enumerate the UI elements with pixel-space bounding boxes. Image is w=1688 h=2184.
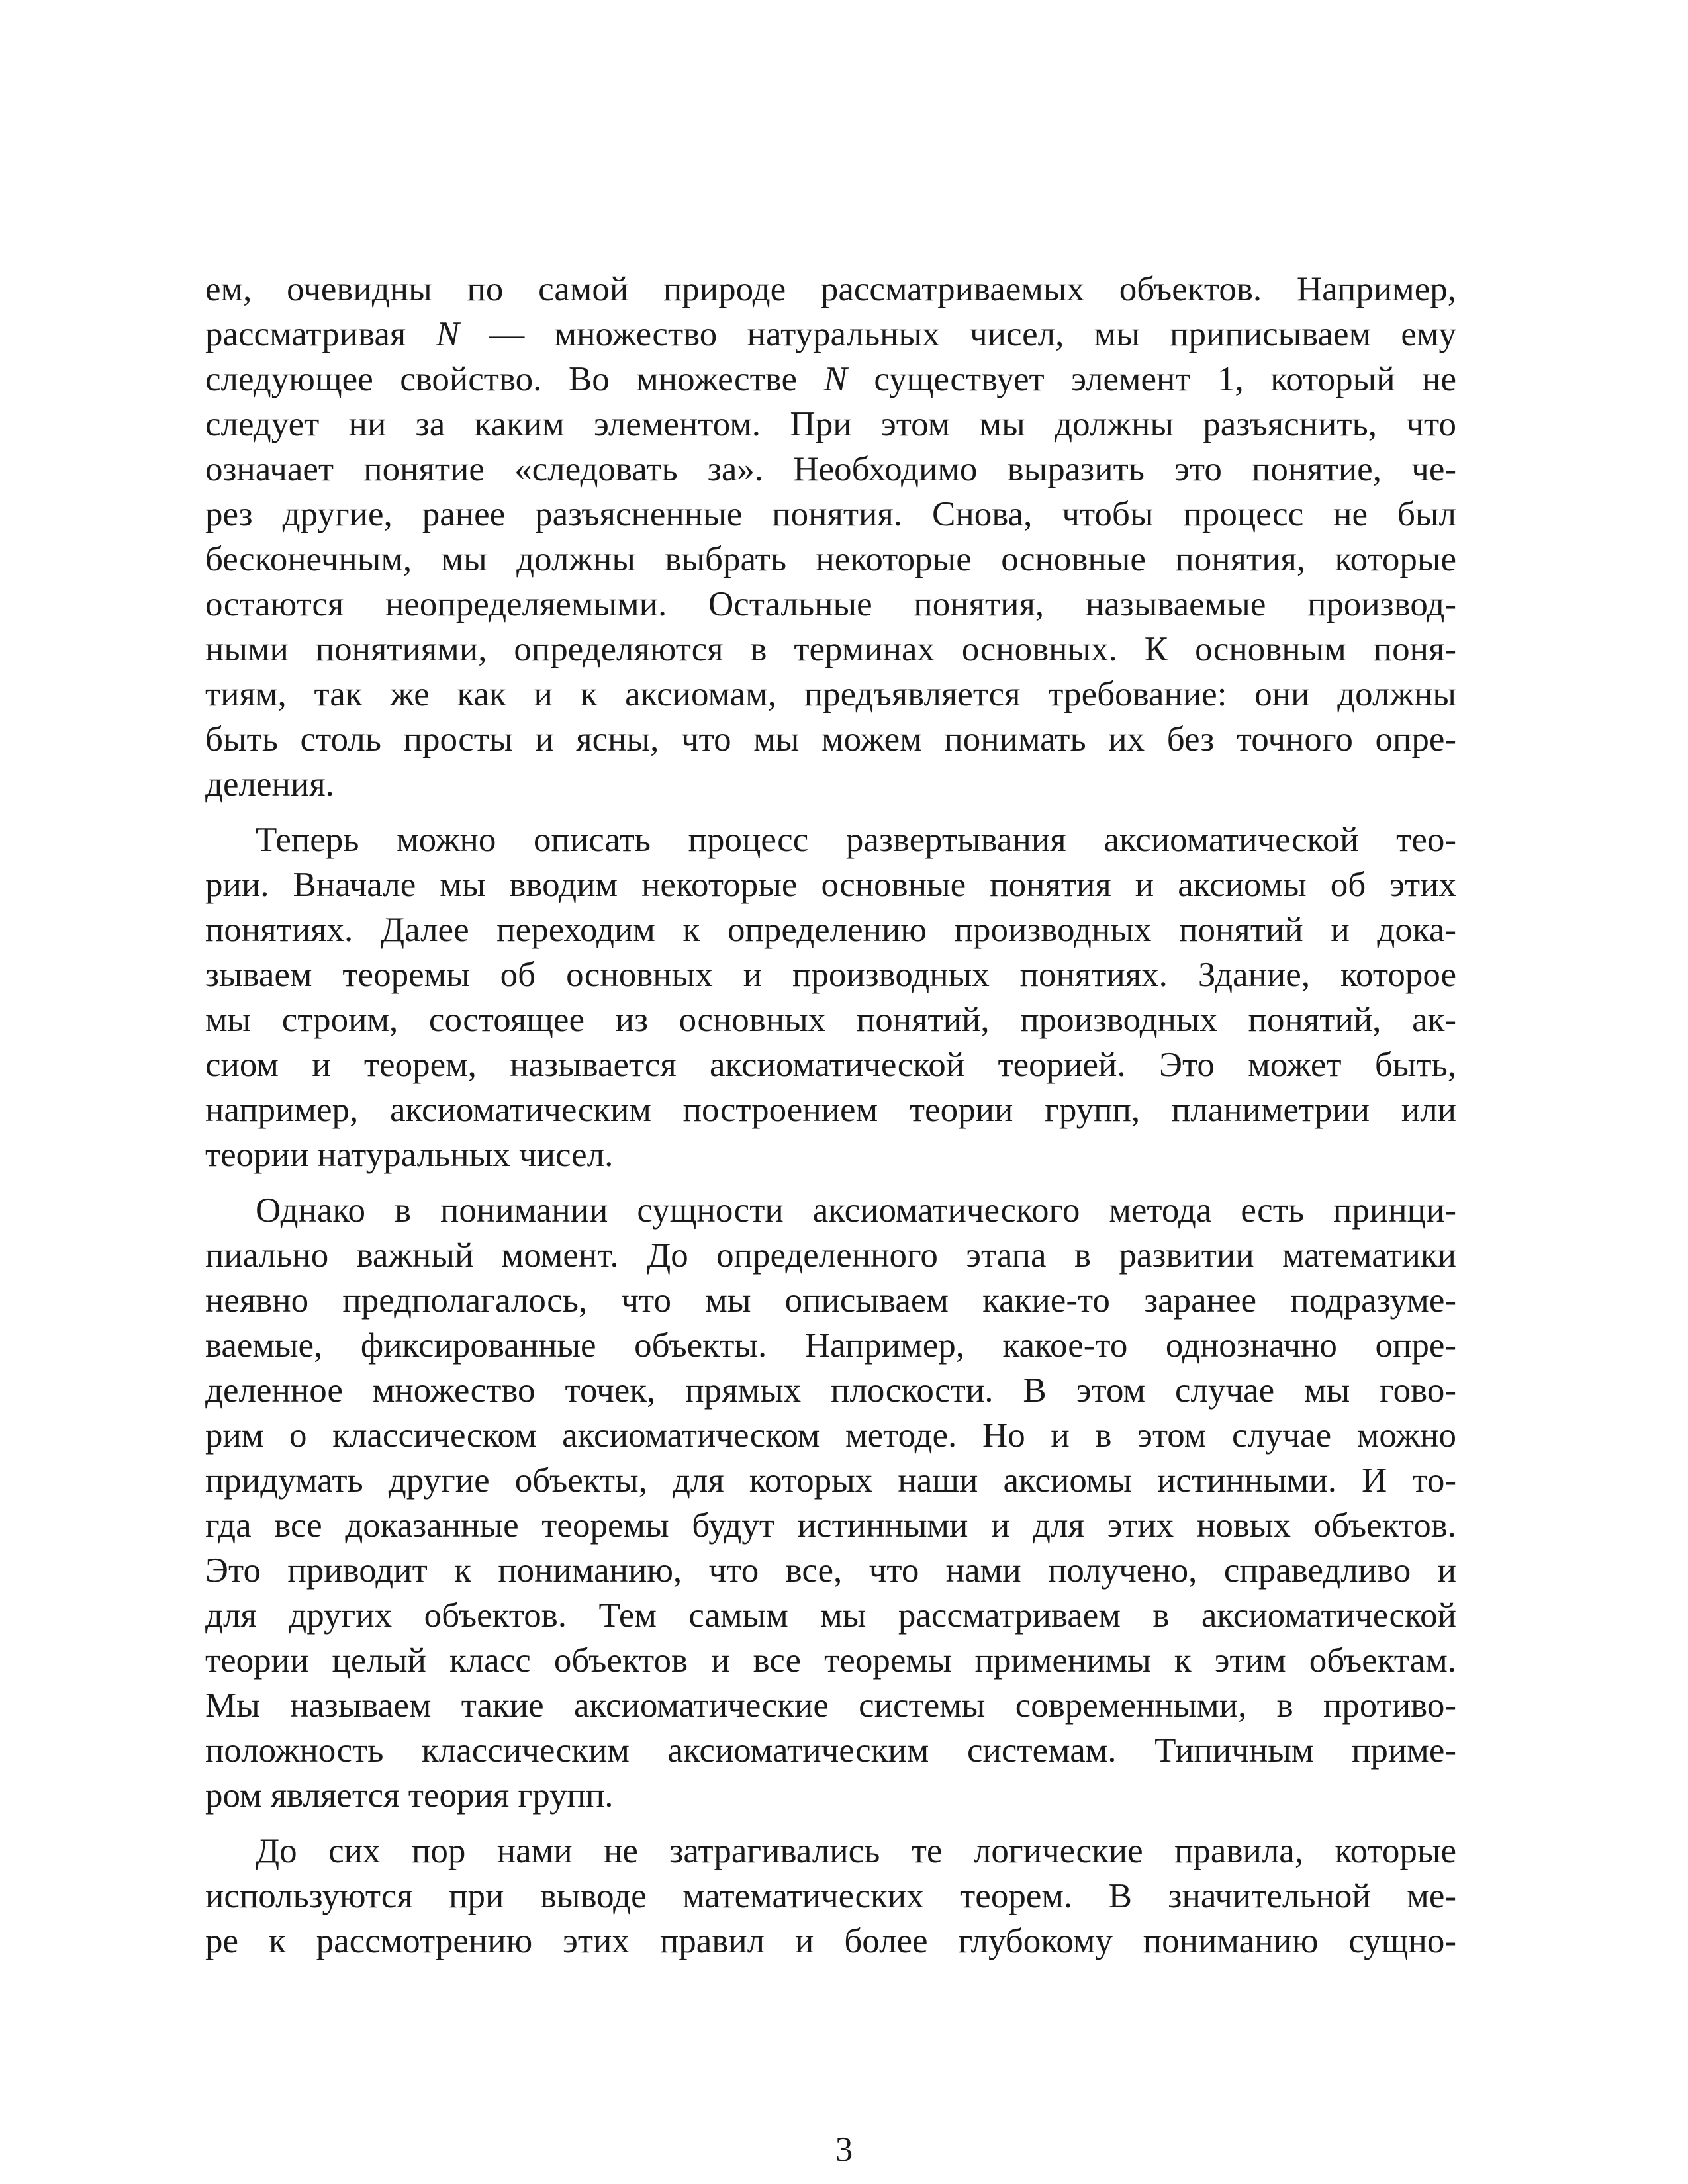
- text-line: До сих пор нами не затрагивались те логические правила, которые: [256, 1832, 1456, 1870]
- text-line: тиям, так же как и к аксиомам, предъявляется требование: они должны: [205, 675, 1456, 713]
- text-line: Однако в понимании сущности аксиоматического метода есть принци-: [256, 1191, 1456, 1230]
- text-line: следует ни за каким элементом. При этом мы должны разъяснить, что: [205, 405, 1456, 443]
- text-line: ром является теория групп.: [205, 1776, 614, 1815]
- text-line: рии. Вначале мы вводим некоторые основные понятия и аксиомы об этих: [205, 866, 1456, 904]
- text-line: ре к рассмотрению этих правил и более глубокому пониманию сущно-: [205, 1922, 1456, 1960]
- text-line: сиом и теорем, называется аксиоматической теорией. Это может быть,: [205, 1046, 1456, 1084]
- text-line: Теперь можно описать процесс развертывания аксиоматической тео-: [256, 821, 1456, 859]
- text-line: ваемые, фиксированные объекты. Например, какое-то однозначно опре-: [205, 1326, 1456, 1365]
- text-line: следующее свойство. Во множестве N существует элемент 1, который не: [205, 360, 1456, 398]
- text-line: Мы называем такие аксиоматические системы современными, в противо-: [205, 1686, 1456, 1725]
- text-line: деления.: [205, 765, 334, 803]
- text-line: ными понятиями, определяются в терминах основных. К основным поня-: [205, 630, 1456, 668]
- paragraph-2: [205, 817, 1456, 1177]
- page-number: 3: [835, 2130, 853, 2169]
- text-line: теории целый класс объектов и все теоремы применимы к этим объектам.: [205, 1641, 1456, 1680]
- text-line: остаются неопределяемыми. Остальные понятия, называемые производ-: [205, 585, 1456, 623]
- text-line: придумать другие объекты, для которых наши аксиомы истинными. И то-: [205, 1461, 1456, 1500]
- text-line: пиально важный момент. До определенного этапа в развитии математики: [205, 1236, 1456, 1275]
- text-line: для других объектов. Тем самым мы рассматриваем в аксиоматической: [205, 1596, 1456, 1635]
- text-line: мы строим, состоящее из основных понятий, производных понятий, ак-: [205, 1001, 1456, 1039]
- text-line: рассматривая N — множество натуральных чисел, мы приписываем ему: [205, 315, 1456, 353]
- text-line: понятиях. Далее переходим к определению производных понятий и дока-: [205, 911, 1456, 949]
- text-line: зываем теоремы об основных и производных понятиях. Здание, которое: [205, 956, 1456, 994]
- text-line: теории натуральных чисел.: [205, 1136, 614, 1174]
- text-line: ем, очевидны по самой природе рассматриваемых объектов. Например,: [205, 270, 1456, 308]
- text-line: используются при выводе математических теорем. В значительной ме-: [205, 1877, 1456, 1915]
- text-line: положность классическим аксиоматическим системам. Типичным приме-: [205, 1731, 1456, 1770]
- text-line: деленное множество точек, прямых плоскости. В этом случае мы гово-: [205, 1371, 1456, 1410]
- paragraph-1: [205, 267, 1456, 807]
- paragraph-4: [205, 1829, 1456, 1964]
- text-line: бесконечным, мы должны выбрать некоторые основные понятия, которые: [205, 540, 1456, 578]
- text-line: например, аксиоматическим построением теории групп, планиметрии или: [205, 1091, 1456, 1129]
- body-text: [205, 267, 1456, 1964]
- text-line: рим о классическом аксиоматическом методе. Но и в этом случае можно: [205, 1416, 1456, 1455]
- text-line: рез другие, ранее разъясненные понятия. Снова, чтобы процесс не был: [205, 495, 1456, 533]
- text-line: Это приводит к пониманию, что все, что нами получено, справедливо и: [205, 1551, 1456, 1590]
- text-line: неявно предполагалось, что мы описываем какие-то заранее подразуме-: [205, 1281, 1456, 1320]
- text-line: гда все доказанные теоремы будут истинными и для этих новых объектов.: [205, 1506, 1456, 1545]
- paragraph-3: [205, 1188, 1456, 1818]
- text-line: быть столь просты и ясны, что мы можем понимать их без точного опре-: [205, 720, 1456, 758]
- text-line: означает понятие «следовать за». Необходимо выразить это понятие, че-: [205, 450, 1456, 488]
